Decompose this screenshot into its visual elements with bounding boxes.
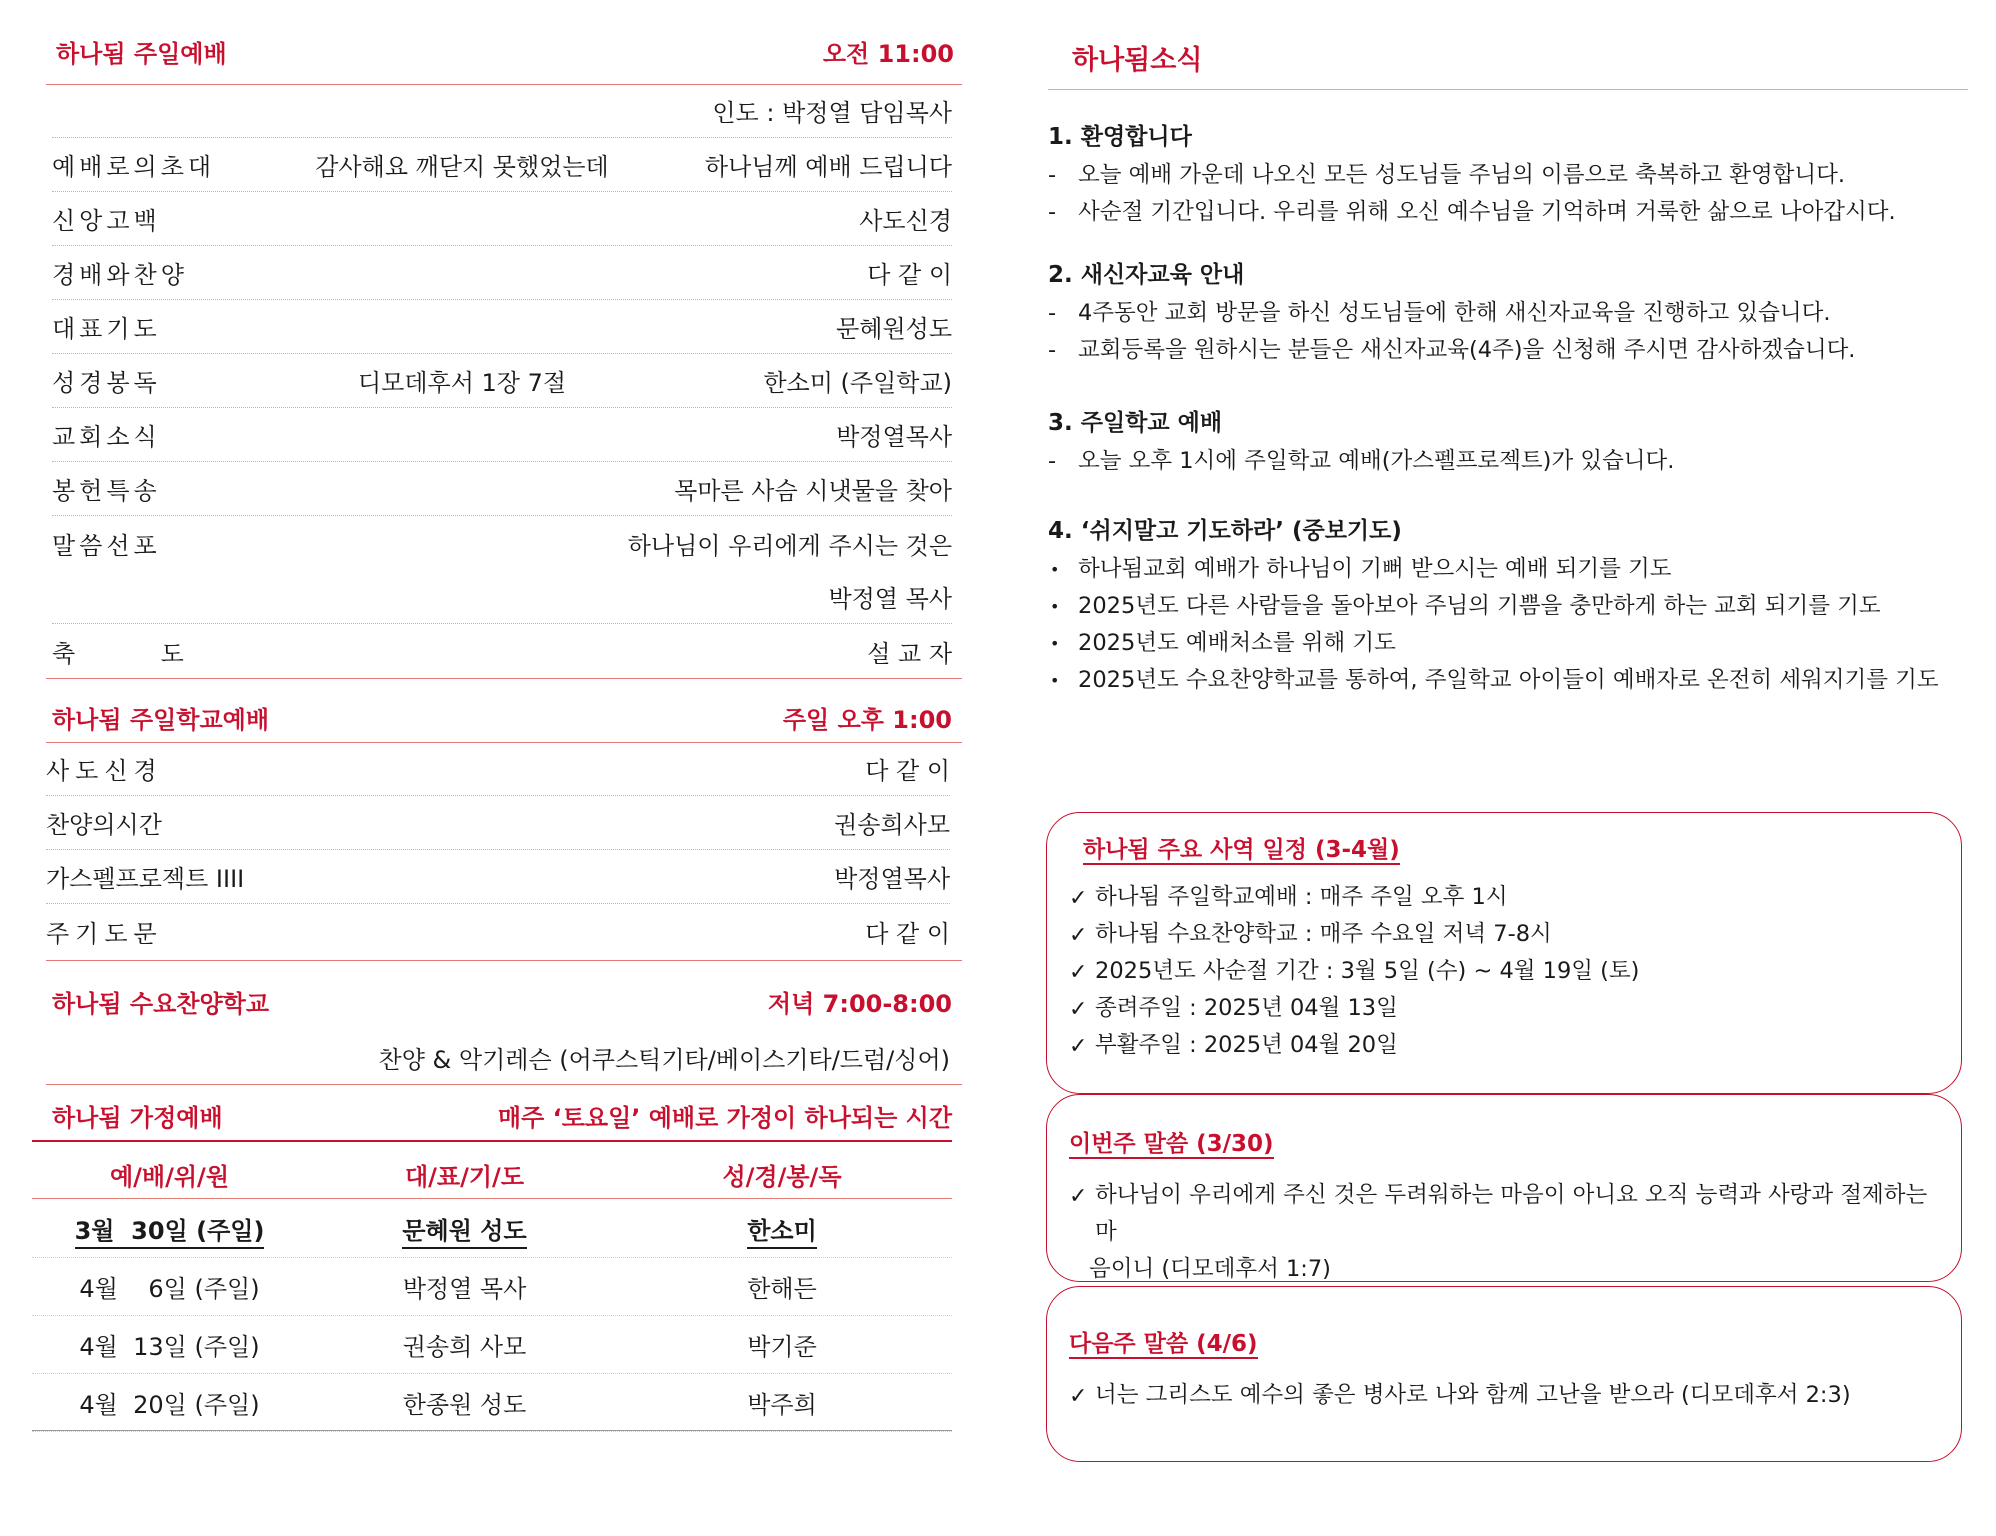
duty-table-cell [622, 1269, 942, 1304]
dash-icon: - [1048, 448, 1057, 474]
dash-icon: - [1048, 162, 1057, 188]
school-item-person: 박정열목사 [834, 865, 950, 893]
bullet-icon: • [1050, 560, 1060, 579]
checkmark-icon: ✓ [1069, 1184, 1088, 1209]
service-item-name: 신앙고백 [52, 207, 161, 235]
news-item-list [1048, 443, 1948, 480]
dash-icon: - [1048, 199, 1057, 225]
leader-text: 인도 : 박정열 담임목사 [712, 99, 952, 127]
schedule-line-text: 2025년도 사순절 기간 : 3월 5일 (수) ~ 4월 19일 (토) [1095, 958, 1640, 984]
service-item-person: 설 교 자 [867, 639, 952, 668]
service-item-person: 한소미 (주일학교) [763, 369, 952, 397]
news-item [1048, 118, 1948, 231]
duty-table-cell [32, 1269, 307, 1304]
order-of-service-row [52, 624, 952, 678]
news-item-line [1048, 662, 1948, 699]
divider [32, 1198, 952, 1199]
wednesday-school-header [52, 984, 952, 1019]
news-item-text: 2025년도 예배처소를 위해 기도 [1078, 630, 1396, 656]
news-item-heading: 1. 환영합니다 [1048, 124, 1192, 150]
news-item-text: 4주동안 교회 방문을 하신 성도님들에 한해 새신자교육을 진행하고 있습니다. [1078, 300, 1831, 326]
sunday-school-row [46, 742, 950, 796]
wednesday-school-title: 하나됨 수요찬양학교 [52, 990, 270, 1018]
divider [32, 1430, 952, 1431]
news-item-list [1048, 157, 1948, 231]
duty-table-cell [622, 1211, 942, 1246]
dash-icon: - [1048, 337, 1057, 363]
news-item-text: 교회등록을 원하시는 분들은 새신자교육(4주)을 신청해 주시면 감사하겠습니다. [1078, 337, 1856, 363]
bullet-icon: • [1050, 634, 1060, 653]
sunday-school-row [46, 850, 950, 904]
divider [46, 960, 962, 961]
news-item-text: 하나됨교회 예배가 하나님이 기뻐 받으시는 예배 되기를 기도 [1078, 556, 1672, 582]
duty-table-cell-text: 한소미 [747, 1217, 817, 1249]
family-worship-subtitle: 매주 ‘토요일’ 예배로 가정이 하나되는 시간 [497, 1104, 952, 1132]
checkmark-icon: ✓ [1069, 997, 1088, 1022]
news-item-line [1048, 332, 1948, 369]
news-item-list [1048, 295, 1948, 369]
order-of-service-row [52, 516, 952, 570]
service-item-person: 사도신경 [859, 207, 952, 235]
news-item [1048, 256, 1948, 369]
this-week-verse-line: ✓ 하나님이 우리에게 주신 것은 두려워하는 마음이 아니요 오직 능력과 사랑과 절제하는 마 [1069, 1177, 1941, 1251]
duty-table-cell-text: 권송희 사모 [402, 1333, 527, 1361]
duty-table-cell-text: 한해든 [747, 1275, 817, 1303]
school-item-person: 권송희사모 [834, 811, 950, 839]
duty-table-cell [307, 1269, 622, 1304]
news-item-text: 2025년도 수요찬양학교를 통하여, 주일학교 아이들이 예배자로 온전히 세워지기를 기도 [1078, 667, 1939, 693]
news-item-text: 오늘 오후 1시에 주일학교 예배(가스펠프로젝트)가 있습니다. [1078, 448, 1675, 474]
news-item [1048, 512, 1948, 699]
news-item-line [1048, 443, 1948, 480]
duty-table-header [32, 1154, 952, 1194]
schedule-line [1069, 879, 1941, 916]
schedule-line-text: 부활주일 : 2025년 04월 20일 [1095, 1032, 1398, 1058]
duty-table-cell [622, 1385, 942, 1420]
duty-table-cell-text: 4월 20일 (주일) [79, 1391, 260, 1419]
sunday-school-row [46, 904, 950, 958]
service-item-name: 대표기도 [52, 315, 161, 343]
bullet-icon: • [1050, 597, 1060, 616]
sunday-service-header [56, 34, 954, 69]
this-week-verse-title: 이번주 말씀 (3/30) [1069, 1131, 1274, 1157]
news-item-heading: 2. 새신자교육 안내 [1048, 262, 1245, 288]
sunday-service-time: 오전 11:00 [822, 40, 954, 68]
divider [46, 1084, 962, 1085]
schedule-box [1046, 812, 1962, 1094]
service-item-person: 목마른 사슴 시냇물을 찾아 [674, 477, 952, 505]
bullet-icon: • [1050, 671, 1060, 690]
news-item-heading: 3. 주일학교 예배 [1048, 410, 1223, 436]
schedule-line [1069, 953, 1941, 990]
order-of-service-row [52, 300, 952, 354]
duty-table-cell-text: 박기준 [747, 1333, 817, 1361]
column-header-prayer: 대/표/기/도 [404, 1162, 525, 1191]
this-week-verse-line-cont: 음이니 (디모데후서 1:7) [1089, 1256, 1331, 1282]
divider [46, 678, 962, 679]
column-header-scripture: 성/경/봉/독 [722, 1162, 842, 1191]
news-item-heading: 4. ‘쉬지말고 기도하라’ (중보기도) [1048, 518, 1402, 544]
order-of-service-row [52, 408, 952, 462]
sunday-school-header [52, 700, 952, 735]
sunday-school-title: 하나됨 주일학교예배 [52, 706, 270, 734]
service-item-detail: 감사해요 깨닫지 못했었는데 [315, 153, 609, 181]
schedule-box-title: 하나됨 주요 사역 일정 (3-4월) [1083, 837, 1400, 863]
dash-icon: - [1048, 300, 1057, 326]
duty-table-cell-text: 4월 6일 (주일) [79, 1275, 260, 1303]
duty-table-row [32, 1200, 952, 1258]
news-item-line [1048, 295, 1948, 332]
checkmark-icon: ✓ [1069, 1034, 1088, 1059]
schedule-line [1069, 1027, 1941, 1064]
school-item-name: 가스펠프로젝트 IIII [46, 865, 245, 893]
service-item-person: 하나님이 우리에게 주시는 것은 [627, 531, 952, 560]
duty-table-cell-text: 3월 30일 (주일) [75, 1217, 265, 1249]
duty-table-row [32, 1258, 952, 1316]
service-item-name: 교회소식 [52, 423, 161, 451]
checkmark-icon: ✓ [1069, 923, 1088, 948]
duty-table-cell-text: 박정열 목사 [402, 1275, 527, 1303]
news-item-text: 오늘 예배 가운데 나오신 모든 성도님들 주님의 이름으로 축복하고 환영합니다. [1078, 162, 1846, 188]
service-item-name: 예배로의초대 [52, 153, 216, 181]
duty-table-row [32, 1374, 952, 1432]
schedule-line [1069, 990, 1941, 1027]
checkmark-icon: ✓ [1069, 886, 1088, 911]
schedule-line [1069, 916, 1941, 953]
duty-table-cell-text: 한종원 성도 [402, 1391, 527, 1419]
service-item-name: 봉헌특송 [52, 477, 161, 505]
news-item-line [1048, 588, 1948, 625]
schedule-line-text: 종려주일 : 2025년 04월 13일 [1095, 995, 1398, 1021]
duty-table-cell [307, 1385, 622, 1420]
service-item-person: 박정열목사 [836, 423, 952, 451]
news-item-line [1048, 194, 1948, 231]
service-item-name: 말씀선포 [52, 531, 161, 560]
sunday-school-time: 주일 오후 1:00 [782, 706, 952, 734]
service-item-detail: 디모데후서 1장 7절 [357, 369, 567, 397]
column-header-worship-committee: 예/배/위/원 [109, 1162, 230, 1191]
school-item-name: 주기도문 [46, 919, 163, 948]
wednesday-school-desc: 찬양 & 악기레슨 (어쿠스틱기타/베이스기타/드럼/싱어) [378, 1046, 950, 1074]
service-item-name: 성경봉독 [52, 369, 161, 397]
news-item-line [1048, 551, 1948, 588]
service-item-name: 축 도 [52, 639, 188, 668]
next-week-verse-line: ✓ 너는 그리스도 예수의 좋은 병사로 나와 함께 고난을 받으라 (디모데후서 2:3) [1069, 1377, 1941, 1414]
order-of-service-row [52, 246, 952, 300]
sunday-school-row [46, 796, 950, 850]
order-of-service-row [52, 354, 952, 408]
checkmark-icon: ✓ [1069, 960, 1088, 985]
school-item-name: 찬양의시간 [46, 811, 162, 839]
service-item-person: 하나님께 예배 드립니다 [704, 153, 952, 181]
news-item-list [1048, 551, 1948, 699]
duty-table-cell [32, 1385, 307, 1420]
order-of-service-row [52, 570, 952, 624]
schedule-line-text: 하나됨 수요찬양학교 : 매주 수요일 저녁 7-8시 [1095, 921, 1552, 947]
news-item [1048, 404, 1948, 480]
wednesday-school-time: 저녁 7:00-8:00 [767, 990, 952, 1018]
news-item-line [1048, 157, 1948, 194]
next-week-verse-box [1046, 1286, 1962, 1462]
sunday-service-title: 하나됨 주일예배 [56, 40, 227, 68]
order-of-service-row [52, 138, 952, 192]
duty-table-cell [307, 1327, 622, 1362]
duty-table-cell-text: 박주희 [747, 1391, 817, 1419]
schedule-line-text: 하나됨 주일학교예배 : 매주 주일 오후 1시 [1095, 884, 1508, 910]
divider [1048, 89, 1968, 90]
family-worship-header [52, 1098, 952, 1133]
divider [32, 1140, 952, 1142]
duty-table-cell [32, 1327, 307, 1362]
duty-table-cell [622, 1327, 942, 1362]
order-of-service-row [52, 192, 952, 246]
school-item-name: 사도신경 [46, 757, 163, 785]
news-item-text: 2025년도 다른 사람들을 돌아보아 주님의 기쁨을 충만하게 하는 교회 되기를 기도 [1078, 593, 1881, 619]
service-item-name: 경배와찬양 [52, 261, 188, 289]
leader-row [52, 84, 952, 138]
service-item-person: 문혜원성도 [836, 315, 952, 343]
news-item-line [1048, 625, 1948, 662]
duty-table-cell-text: 4월 13일 (주일) [79, 1333, 260, 1361]
duty-table-cell-text: 문혜원 성도 [402, 1217, 526, 1249]
duty-table-row [32, 1316, 952, 1374]
service-item-person: 박정열 목사 [828, 585, 952, 613]
family-worship-title: 하나됨 가정예배 [52, 1104, 223, 1132]
school-item-person: 다 같 이 [865, 919, 950, 948]
duty-table-cell [307, 1211, 622, 1246]
news-item-text: 사순절 기간입니다. 우리를 위해 오신 예수님을 기억하며 거룩한 삶으로 나아갑시다. [1078, 199, 1896, 225]
duty-table-cell [32, 1211, 307, 1246]
next-week-verse-title: 다음주 말씀 (4/6) [1069, 1331, 1258, 1357]
this-week-verse-box [1046, 1094, 1962, 1282]
school-item-person: 다 같 이 [865, 757, 950, 785]
order-of-service-row [52, 462, 952, 516]
news-title: 하나됨소식 [1072, 45, 1203, 76]
service-item-person: 다 같 이 [867, 261, 952, 289]
checkmark-icon: ✓ [1069, 1384, 1088, 1409]
